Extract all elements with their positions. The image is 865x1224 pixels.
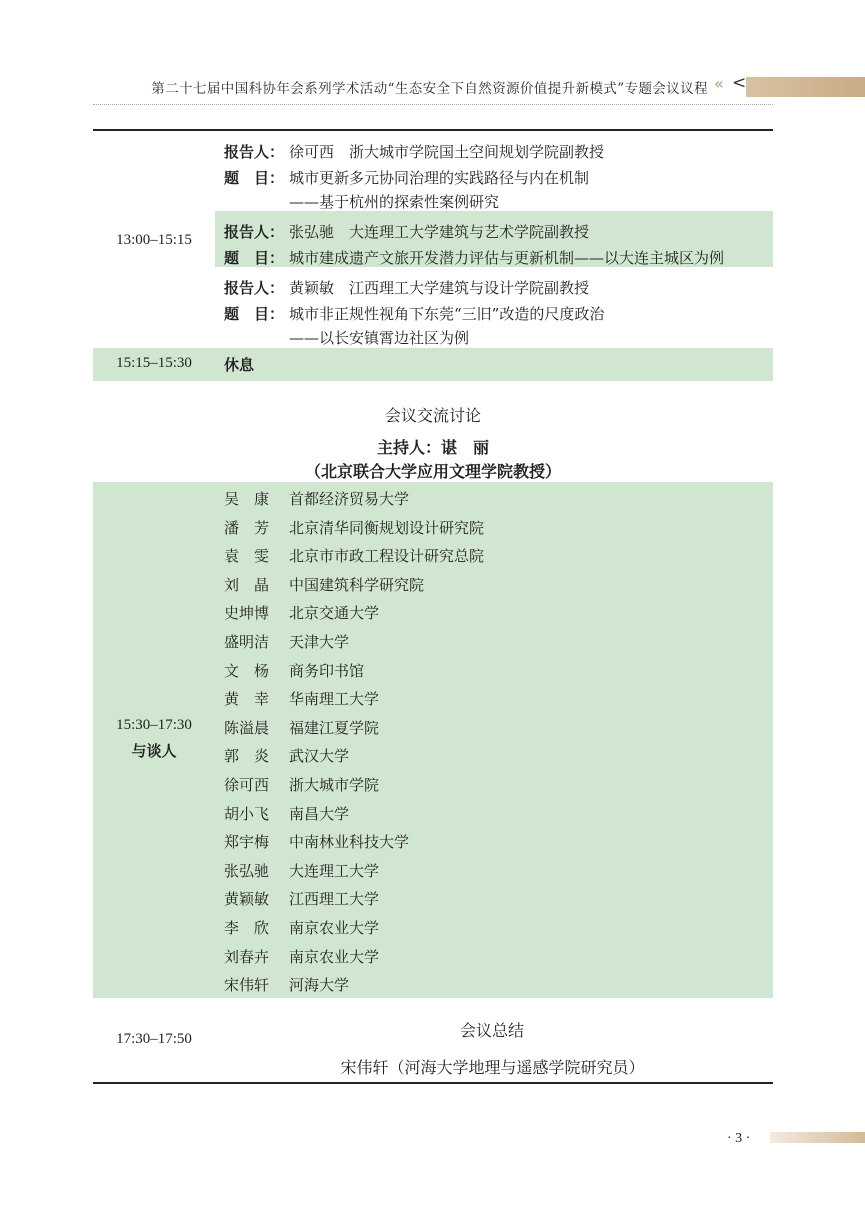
break-label: 休息 <box>224 356 255 374</box>
panelist-name: 胡小飞 <box>224 805 270 823</box>
panelist-org: 南京农业大学 <box>289 948 380 966</box>
topic-label: 题 目： <box>224 305 285 323</box>
break-time: 15:15–15:30 <box>116 355 192 371</box>
panelist-org: 大连理工大学 <box>289 862 380 880</box>
footer-decorative-bar <box>770 1132 865 1143</box>
discussion-title: 会议交流讨论 <box>384 406 481 425</box>
topic-subtitle: ——基于杭州的探索性案例研究 <box>289 193 500 211</box>
speaker-text: 张弘驰 大连理工大学建筑与艺术学院副教授 <box>289 223 590 241</box>
topic-text: 城市建成遗产文旅开发潜力评估与更新机制——以大连主城区为例 <box>289 249 725 267</box>
topic-label: 题 目： <box>224 169 285 187</box>
panelist-name: 郑宇梅 <box>224 833 270 851</box>
header-divider <box>93 104 773 105</box>
chevron-left-icon: < <box>732 73 747 93</box>
panelist-name: 黄 幸 <box>224 690 270 708</box>
panelist-name: 郭 炎 <box>224 747 270 765</box>
panelist-org: 南昌大学 <box>289 805 350 823</box>
panelist-name: 文 杨 <box>224 662 270 680</box>
panelist-name: 史坤博 <box>224 604 270 622</box>
panelist-org: 武汉大学 <box>289 747 350 765</box>
panelist-org: 浙大城市学院 <box>289 776 380 794</box>
speaker-label: 报告人： <box>224 279 285 297</box>
panelist-org: 福建江夏学院 <box>289 719 380 737</box>
discussion-host: 主持人：谌 丽 <box>376 438 489 457</box>
page-number: · 3 · <box>727 1131 751 1146</box>
discussion-role: 与谈人 <box>131 742 177 760</box>
panelist-org: 华南理工大学 <box>289 690 380 708</box>
panelist-name: 李 欣 <box>224 919 270 937</box>
panelist-name: 刘 晶 <box>224 576 270 594</box>
speaker-text: 黄颖敏 江西理工大学建筑与设计学院副教授 <box>289 279 590 297</box>
topic-subtitle: ——以长安镇霄边社区为例 <box>289 329 470 347</box>
topic-text: 城市非正规性视角下东莞“三旧”改造的尺度政治 <box>289 305 605 323</box>
topic-label: 题 目： <box>224 249 285 267</box>
panelist-org: 江西理工大学 <box>289 890 380 908</box>
panelist-name: 袁 雯 <box>224 547 270 565</box>
panelist-org: 天津大学 <box>289 633 350 651</box>
running-header-title: 第二十七届中国科协年会系列学术活动“生态安全下自然资源价值提升新模式”专题会议议程 <box>151 81 708 97</box>
table-top-rule <box>93 129 773 131</box>
speaker-text: 徐可西 浙大城市学院国土空间规划学院副教授 <box>289 143 605 161</box>
panelist-org: 北京市市政工程设计研究总院 <box>289 547 485 565</box>
summary-time: 17:30–17:50 <box>116 1031 192 1047</box>
panelist-name: 张弘驰 <box>224 862 270 880</box>
chevron-double-left-icon: « <box>714 74 722 93</box>
panelist-org: 南京农业大学 <box>289 919 380 937</box>
panelist-org: 中南林业科技大学 <box>289 833 410 851</box>
summary-speaker: 宋伟轩（河海大学地理与遥感学院研究员） <box>340 1058 645 1077</box>
panelist-name: 黄颖敏 <box>224 890 270 908</box>
panelist-org: 北京交通大学 <box>289 604 380 622</box>
panelist-name: 徐可西 <box>224 776 270 794</box>
panelist-org: 河海大学 <box>289 976 350 994</box>
panelist-name: 盛明洁 <box>224 633 270 651</box>
panelist-org: 中国建筑科学研究院 <box>289 576 425 594</box>
panelist-name: 陈溢晨 <box>224 719 270 737</box>
table-bottom-rule <box>93 1082 773 1084</box>
speaker-label: 报告人： <box>224 223 285 241</box>
speaker-label: 报告人： <box>224 143 285 161</box>
panelist-name: 吴 康 <box>224 490 270 508</box>
topic-text: 城市更新多元协同治理的实践路径与内在机制 <box>289 169 590 187</box>
panelist-org: 北京清华同衡规划设计研究院 <box>289 519 485 537</box>
panelist-name: 宋伟轩 <box>224 976 270 994</box>
session-time: 13:00–15:15 <box>116 232 192 248</box>
panelist-name: 潘 芳 <box>224 519 270 537</box>
discussion-host-affiliation: （北京联合大学应用文理学院教授） <box>304 462 561 481</box>
summary-title: 会议总结 <box>459 1021 524 1040</box>
header-decorative-bar <box>746 77 865 97</box>
panelist-org: 商务印书馆 <box>289 662 365 680</box>
discussion-time: 15:30–17:30 <box>116 717 192 733</box>
panelist-org: 首都经济贸易大学 <box>289 490 410 508</box>
panelist-name: 刘春卉 <box>224 948 270 966</box>
